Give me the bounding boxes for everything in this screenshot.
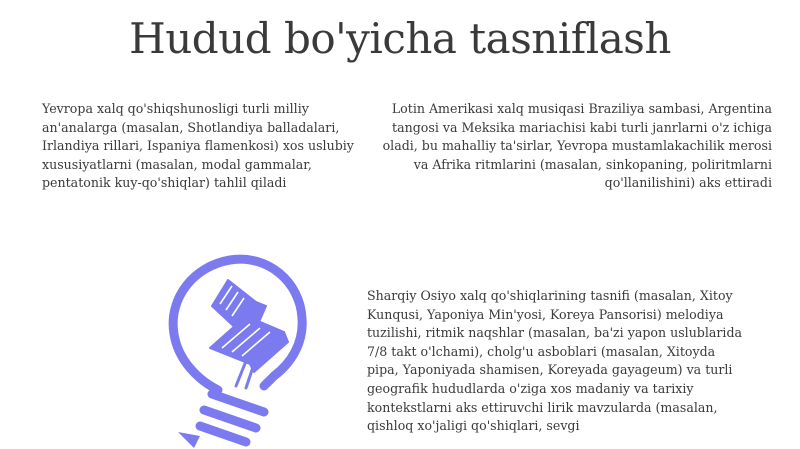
latin-america-classification-text: Lotin Amerikasi xalq musiqasi Braziliya sambasi, Argentina tangosi va Meksika mariachisi kabi turli janrlarni o'z ichiga oladi, bu mahalliy ta'sirlar, Yevropa mustamlakachilik merosi va Afrika ritmlarini (masalan, sinkopaning, poliritmlarni qo'llanilishini) aks ettiradi xyxy=(382,101,772,191)
east-asia-classification-text: Sharqiy Osiyo xalq qo'shiqlarining tasnifi (masalan, Xitoy Kunqusi, Yaponiya Min'yosi, Koreya Pansorisi) melodiya tuzilishi, ritmik naqshlar (masalan, ba'zi yapon uslublarida 7/8 takt o'lchami), cholg'u asboblari (masalan, Xitoyda pipa, Yaponiyada shamisen, Koreyada gayageum) va turli geografik hududlarda o'ziga xos madaniy va tarixiy kontekstlarni aks ettiruvchi lirik mavzularda (masalan, qishloq xo'jaligi qo'shiqlari, sevgi xyxy=(367,288,743,434)
europe-classification-text: Yevropa xalq qo'shiqshunosligi turli milliy an'analarga (masalan, Shotlandiya balladalari, Irlandiya rillari, Ispaniya flamenkosi) xos uslubiy xususiyatlarni (masalan, modal gammalar, pentatonik kuy-qo'shiqlar) tahlil qiladi xyxy=(42,101,354,191)
lightbulb-book-icon xyxy=(150,252,310,449)
page-title: Hudud bo'yicha tasniflash xyxy=(129,14,671,63)
